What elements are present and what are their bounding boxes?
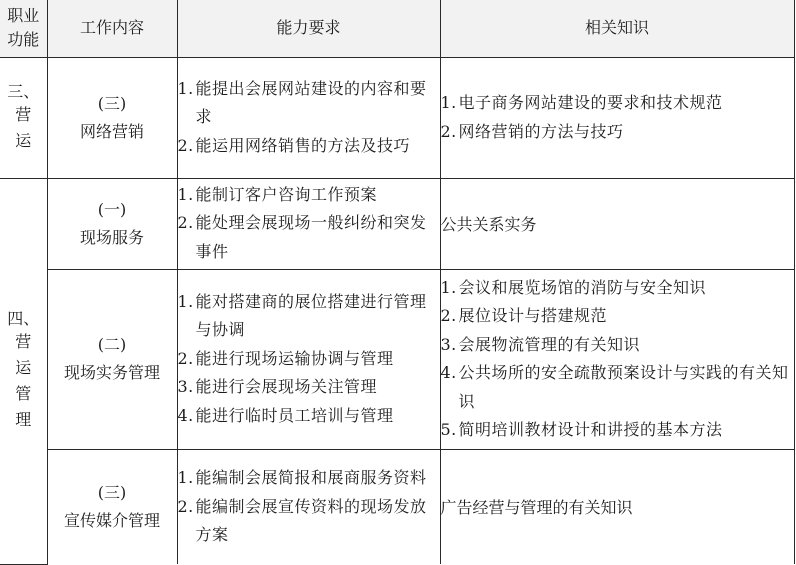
list-item: 1. 电子商务网站建设的要求和技术规范 — [440, 93, 723, 112]
work-content-cell: (一) 现场服务 — [47, 178, 177, 269]
list-item: 2. 能运用网络销售的方法及技巧 — [177, 135, 411, 155]
list-item: 2. 展位设计与搭建规范 — [440, 306, 608, 325]
list-item: 1. 能制订客户咨询工作预案 — [177, 184, 378, 204]
function-cell-operation: 三、 营 运 — [0, 57, 47, 178]
list-item: 5. 简明培训教材设计和讲授的基本方法 — [440, 420, 723, 439]
list-item: 3. 会展物流管理的有关知识 — [440, 334, 641, 354]
knowledge-cell — [440, 449, 794, 564]
list-item: 1. 能提出会展网站建设的内容和要求 — [177, 78, 427, 127]
list-item: 2. 网络营销的方法与技巧 — [440, 121, 624, 141]
function-cell-operation-management: 四、 营 运 管 理 — [0, 178, 47, 564]
knowledge-text: 广告经营与管理的有关知识 — [440, 498, 633, 518]
ability-cell — [177, 178, 440, 269]
table-row — [0, 269, 794, 449]
ability-cell — [177, 269, 440, 449]
table-row — [0, 178, 794, 269]
header-row — [0, 0, 794, 57]
list-item: 1. 能编制会展简报和展商服务资料 — [177, 468, 427, 487]
ability-cell — [177, 57, 440, 178]
list-item: 2. 能编制会展宣传资料的现场发放方案 — [177, 496, 427, 544]
list-item: 3. 能进行会展现场关注管理 — [177, 377, 378, 397]
work-content-cell: (二) 现场实务管理 — [47, 269, 177, 449]
table-row — [0, 57, 794, 178]
knowledge-text: 公共关系实务 — [440, 215, 537, 234]
list-item: 4. 能进行临时员工培训与管理 — [177, 405, 394, 425]
header-function-line2: 功能 — [7, 30, 40, 50]
list-item: 2. 能处理会展现场一般纠纷和突发事件 — [177, 213, 427, 261]
knowledge-cell — [440, 269, 794, 449]
list-item: 1. 能对搭建商的展位搭建进行管理与协调 — [177, 291, 427, 340]
list-item: 1. 会议和展览场馆的消防与安全知识 — [440, 277, 707, 297]
work-content-cell: (三) 网络营销 — [47, 57, 177, 178]
header-function — [0, 0, 47, 57]
knowledge-cell — [440, 57, 794, 178]
list-item: 2. 能进行现场运输协调与管理 — [177, 348, 394, 368]
work-content-cell: (三) 宣传媒介管理 — [47, 449, 177, 564]
header-ability: 能力要求 — [177, 0, 440, 57]
knowledge-cell — [440, 178, 794, 269]
header-knowledge: 相关知识 — [440, 0, 794, 57]
table-row — [0, 449, 794, 564]
header-work-content: 工作内容 — [47, 0, 177, 57]
ability-cell — [177, 449, 440, 564]
header-function-line1: 职业 — [7, 6, 40, 26]
list-item: 4. 公共场所的安全疏散预案设计与实践的有关知识 — [440, 363, 789, 411]
